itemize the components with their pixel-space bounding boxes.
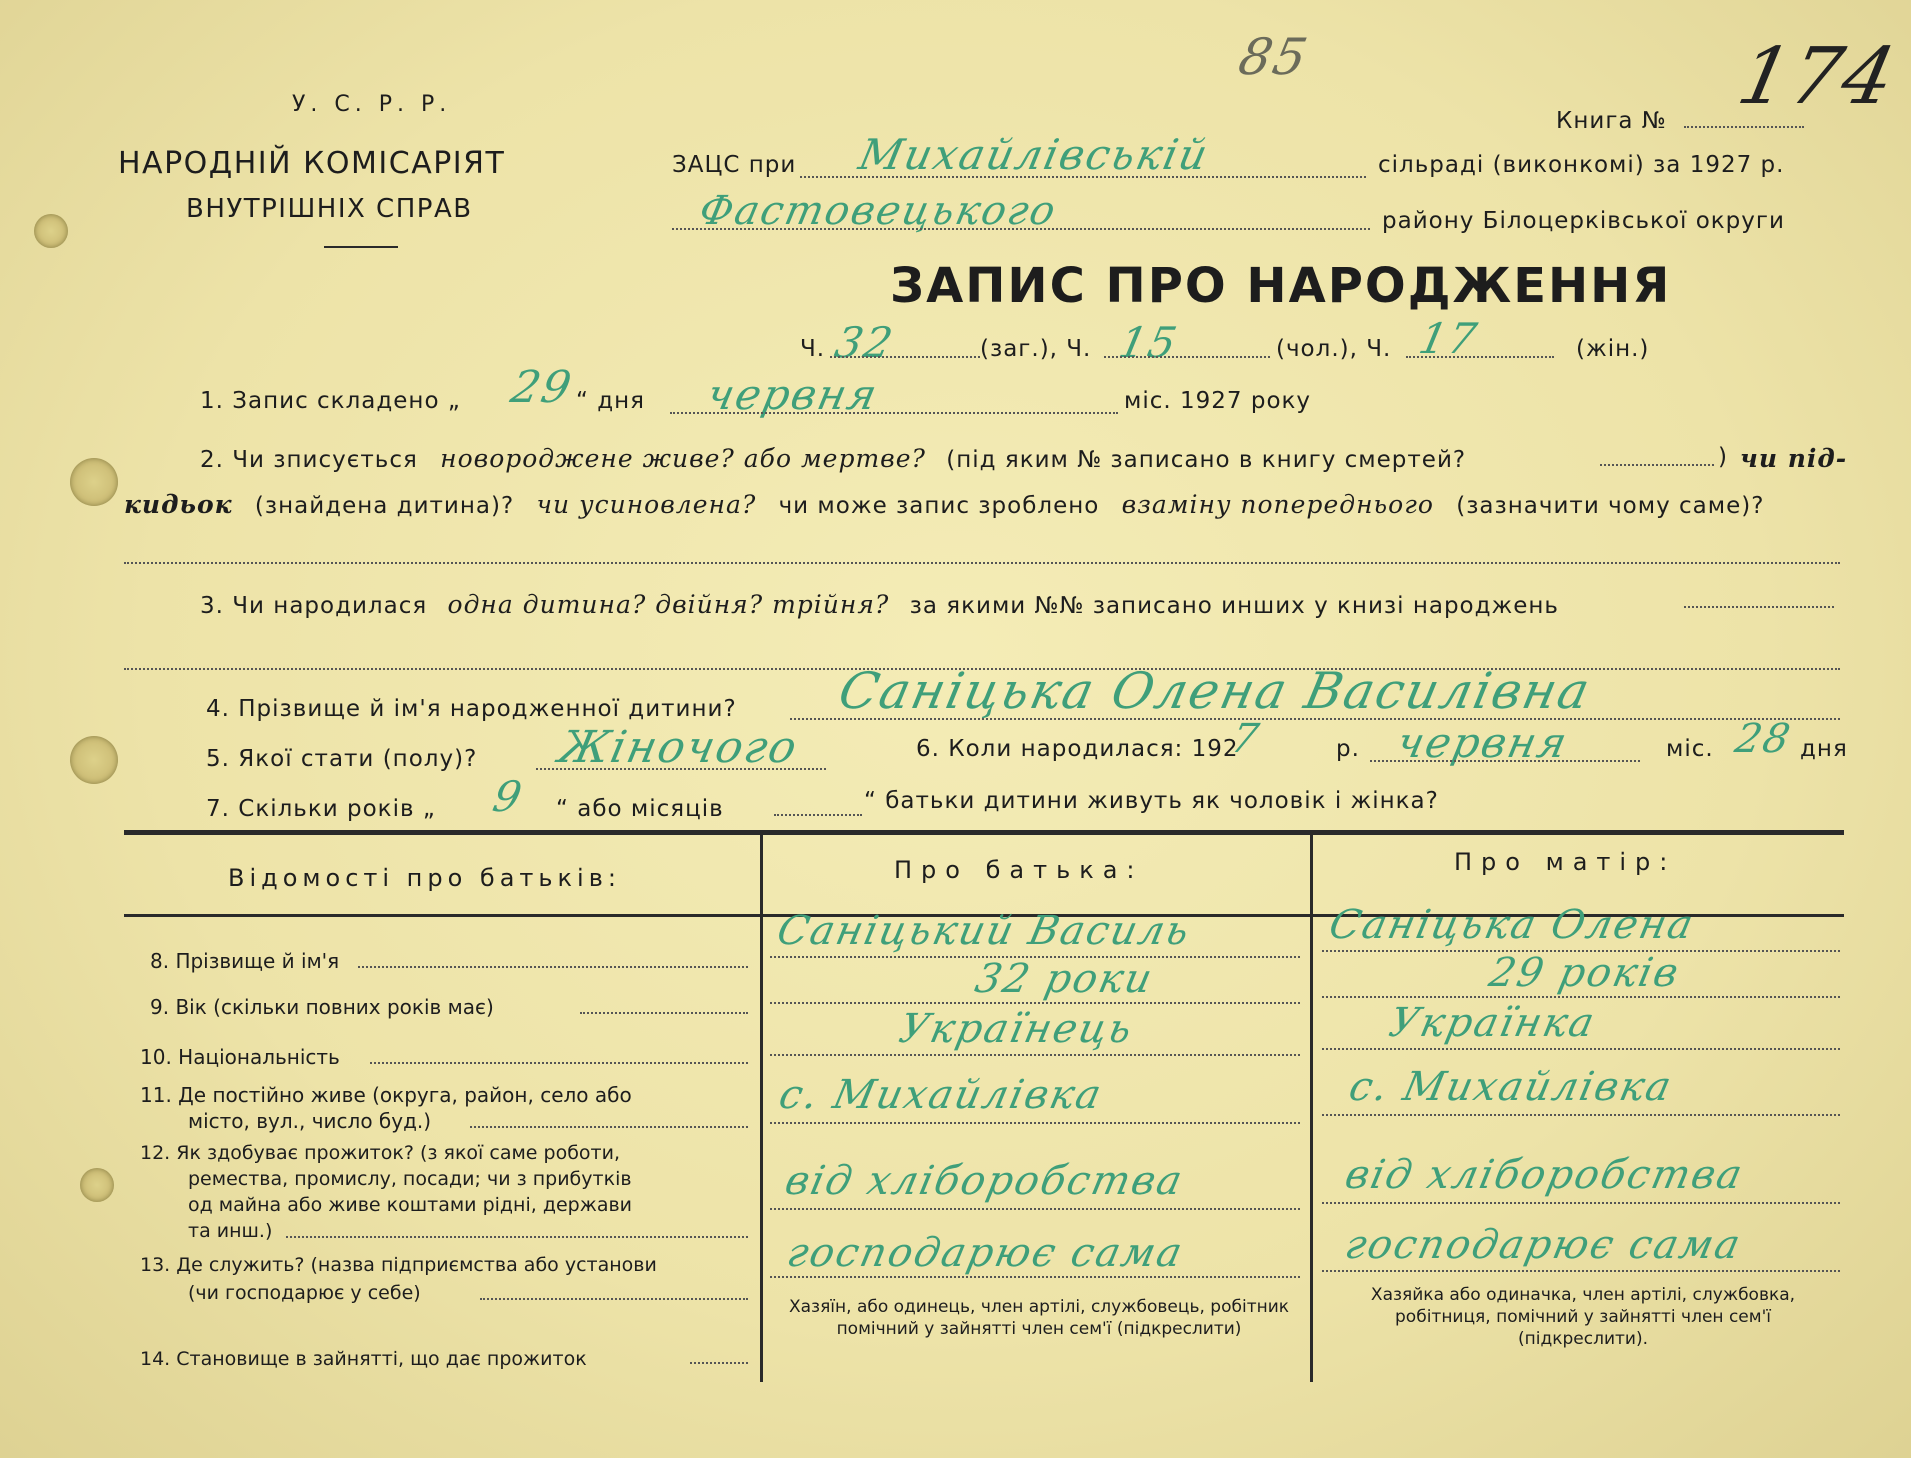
row12-label-line3: од майна або живе коштами рідні, держави: [188, 1194, 633, 1216]
item2-q-found: кидьок: [124, 490, 233, 519]
record-female-label: (жін.): [1576, 336, 1650, 362]
row13-label-line2: (чи господарює у себе): [188, 1282, 421, 1304]
record-male-line: [1104, 356, 1270, 358]
book-number-line: [1684, 126, 1804, 128]
father-res-line: [770, 1122, 1300, 1124]
father-age-line: [770, 1002, 1300, 1004]
mother-liv-line: [1322, 1202, 1840, 1204]
record-number-female: 17: [1414, 314, 1483, 363]
item6-month-line: [1370, 760, 1640, 762]
father-workplace: господарює сама: [783, 1230, 1188, 1276]
table-header-mother: Про матір:: [1454, 848, 1677, 876]
item2-book-line: [1600, 464, 1714, 466]
item2-found-desc: (знайдена дитина)?: [254, 493, 515, 519]
item6-month-suffix: міс.: [1666, 736, 1714, 762]
punch-hole: [70, 736, 118, 784]
father-work-line: [770, 1276, 1300, 1278]
row11-dots: [470, 1126, 748, 1128]
item2-q-or: чи під-: [1740, 444, 1848, 473]
row14-label: 14. Становище в зайнятті, що дає прожиток: [140, 1348, 587, 1370]
record-number-label: Ч.: [800, 336, 826, 362]
item1-month: червня: [702, 370, 884, 419]
birth-month-value: червня: [1392, 718, 1574, 767]
row9-label: 9. Вік (скільки повних років має): [150, 995, 494, 1019]
village-council-value: Михайлівській: [854, 130, 1214, 179]
item1-day: 29: [506, 362, 578, 413]
item7-mid2: “ батьки дитини живуть як чоловік і жінка?: [864, 788, 1439, 814]
item6-day-suffix: дня: [1800, 736, 1848, 762]
row8-label: 8. Прізвище й ім'я: [150, 949, 340, 973]
item2-line1: [200, 444, 1466, 473]
record-female-line: [1406, 356, 1554, 358]
record-number-male: 15: [1114, 318, 1183, 367]
zags-prefix: ЗАЦС при: [672, 152, 797, 178]
father-residence: с. Михайлівка: [775, 1072, 1107, 1118]
row10-dots: [370, 1062, 748, 1064]
father-status-note: Хазяїн, або одинець, член артілі, службовець, робітник помічний у зайнятті член сем'ї (підкреслити): [788, 1297, 1290, 1339]
ministry-divider: [324, 246, 398, 248]
item6-year-suffix: р.: [1336, 736, 1360, 762]
item2-q-adopted: чи усиновлена?: [536, 490, 757, 519]
district-value: Фастовецького: [695, 188, 1062, 234]
row11-label-line2: місто, вул., число буд.): [188, 1109, 432, 1133]
birth-day-value: 28: [1731, 716, 1796, 762]
ministry-line1: НАРОДНІЙ КОМІСАРІЯТ: [118, 146, 506, 181]
item2-q-alive: новороджене живе? або мертве?: [440, 444, 926, 473]
mother-name-line: [1322, 950, 1840, 952]
item7-months-line: [774, 814, 862, 816]
village-council-line: [800, 176, 1366, 178]
row13-label-line1: 13. Де служить? (назва підприємства або установи: [140, 1254, 657, 1276]
mother-workplace: господарює сама: [1341, 1222, 1746, 1268]
child-sex-value: Жіночого: [554, 722, 803, 773]
village-council-suffix: сільраді (виконкомі) за 1927 р.: [1378, 152, 1785, 178]
item3-line: [200, 590, 1559, 619]
item3-q: одна дитина? двійня? трійня?: [447, 590, 890, 619]
item7-prefix: 7. Скільки років „: [206, 796, 436, 822]
mother-age: 29 років: [1485, 950, 1685, 996]
item4-label: 4. Прізвище й ім'я народженної дитини?: [206, 696, 737, 722]
table-col-divider-1: [760, 834, 763, 1382]
item6-label: 6. Коли народилася: 192: [916, 736, 1239, 762]
item1-month-line: [670, 412, 1118, 414]
item5-label: 5. Якої стати (полу)?: [206, 746, 478, 772]
father-nat-line: [770, 1054, 1300, 1056]
cohabitation-years: 9: [488, 772, 528, 821]
father-livelihood: від хліборобства: [781, 1158, 1188, 1204]
row12-dots: [286, 1236, 748, 1238]
mother-livelihood: від хліборобства: [1341, 1152, 1748, 1198]
record-number-total: 32: [830, 318, 899, 367]
father-age: 32 роки: [971, 956, 1158, 1002]
item1-mid: “ дня: [576, 388, 646, 414]
row9-dots: [580, 1012, 748, 1014]
mother-nationality: Українка: [1385, 1000, 1601, 1046]
father-name-line: [770, 956, 1300, 958]
item3-answer-line-a: [1684, 606, 1834, 608]
item3-num: 3. Чи народилася: [200, 593, 428, 619]
punch-hole: [34, 214, 68, 248]
mother-res-line: [1322, 1114, 1840, 1116]
item2-book: (під яким № записано в книгу смертей?: [946, 447, 1467, 473]
book-label: Книга №: [1556, 108, 1667, 134]
item2-num: 2. Чи зписується: [200, 447, 418, 473]
father-name: Саніцький Василь: [773, 908, 1195, 954]
punch-hole: [70, 458, 118, 506]
table-header-parents: Відомості про батьків:: [228, 864, 621, 892]
row14-dots: [690, 1362, 748, 1364]
item2-q-replace: взаміну попереднього: [1121, 490, 1434, 519]
row10-label: 10. Національність: [140, 1045, 340, 1069]
item2-why: (зазначити чому саме)?: [1456, 493, 1765, 519]
item2-line2: [124, 490, 1764, 519]
record-total-line: [830, 356, 980, 358]
father-nationality: Українець: [895, 1006, 1138, 1052]
item1-prefix: 1. Запис складено „: [200, 388, 461, 414]
punch-hole: [80, 1168, 114, 1202]
mother-nat-line: [1322, 1048, 1840, 1050]
item3-rest: за якими №№ записано инших у книзі народжень: [909, 593, 1559, 619]
record-total-label: (заг.), Ч.: [980, 336, 1092, 362]
mother-work-line: [1322, 1270, 1840, 1272]
republic-label: У. С. Р. Р.: [292, 92, 452, 117]
mother-residence: с. Михайлівка: [1345, 1064, 1677, 1110]
row12-label-line2: ремества, промислу, посади; чи з прибутків: [188, 1168, 632, 1190]
mother-status-note: Хазяйка або одиначка, член артілі, службовка, робітниця, помічний у зайнятті член сем'ї (підкреслити).: [1370, 1285, 1796, 1349]
item5-line: [536, 768, 826, 770]
father-liv-line: [770, 1208, 1300, 1210]
item4-line: [790, 718, 1840, 720]
ministry-line2: ВНУТРІШНІХ СПРАВ: [186, 194, 473, 224]
row12-label-line4: та инш.): [188, 1220, 273, 1242]
row13-dots: [480, 1298, 748, 1300]
record-male-label: (чол.), Ч.: [1276, 336, 1392, 362]
row12-label-line1: 12. Як здобуває прожиток? (з якої саме роботи,: [140, 1142, 621, 1164]
archive-page-number: 85: [1233, 28, 1314, 86]
table-header-father: Про батька:: [894, 856, 1144, 884]
child-name-value: Саніцька Олена Василівна: [833, 662, 1597, 720]
item2-closing: ): [1718, 444, 1728, 470]
row11-label-line1: 11. Де постійно живе (округа, район, село або: [140, 1083, 632, 1107]
table-col-divider-2: [1310, 834, 1313, 1382]
row8-dots: [358, 966, 748, 968]
item7-mid: “ або місяців: [556, 796, 724, 822]
district-line: [672, 228, 1370, 230]
district-suffix: району Білоцерківської округи: [1382, 208, 1785, 234]
birth-year-digit: 7: [1227, 716, 1265, 762]
archive-book-number: 174: [1730, 32, 1905, 122]
item2-may: чи може запис зроблено: [778, 493, 1100, 519]
table-top-rule: [124, 830, 1844, 835]
mother-name: Саніцька Олена: [1325, 902, 1699, 948]
item2-answer-line: [124, 562, 1840, 564]
item1-suffix: міс. 1927 року: [1124, 388, 1312, 414]
mother-age-line: [1322, 996, 1840, 998]
document-title: ЗАПИС ПРО НАРОДЖЕННЯ: [890, 258, 1672, 314]
